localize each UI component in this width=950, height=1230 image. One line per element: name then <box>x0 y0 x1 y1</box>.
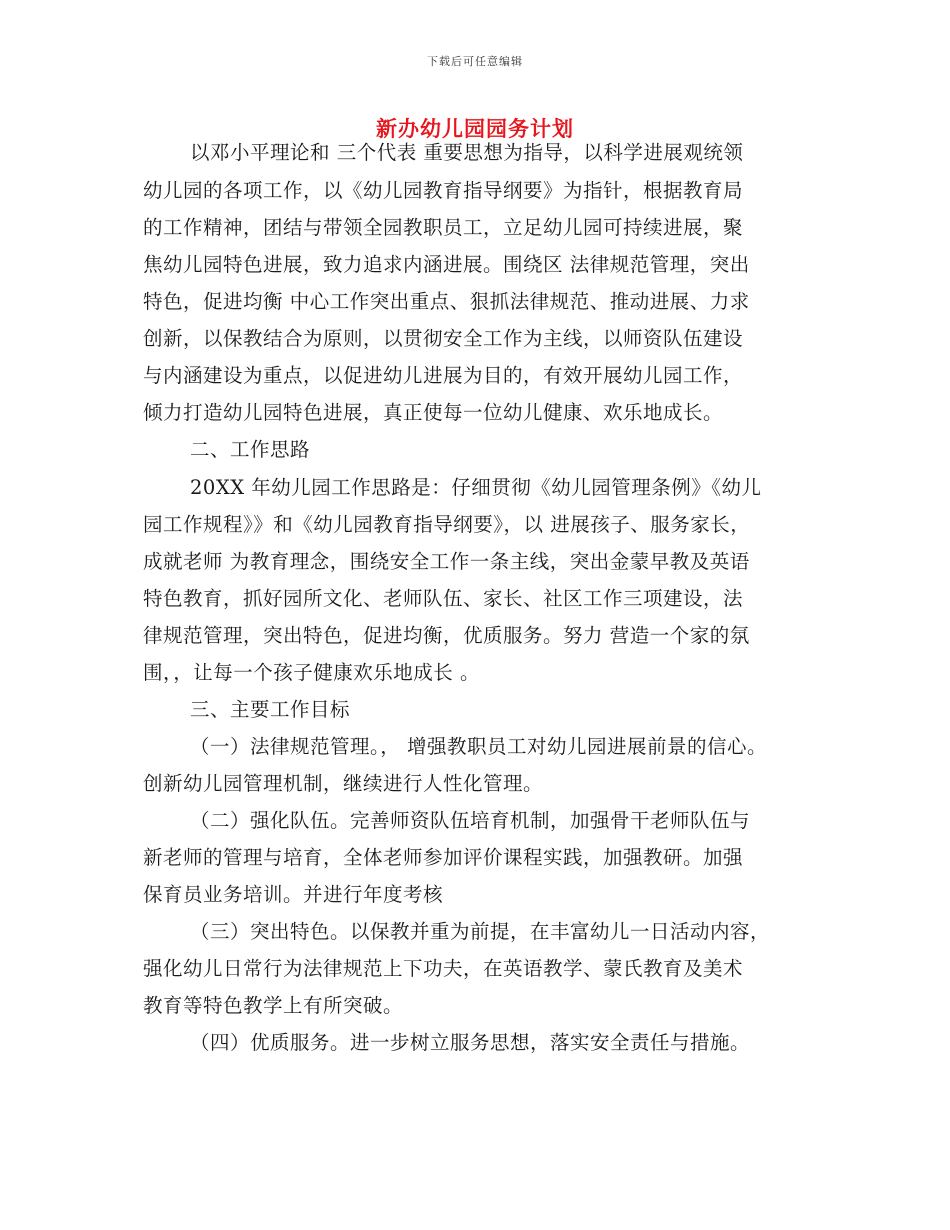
paragraph-line: 创新，以保教结合为原则，以贯彻安全工作为主线，以师资队伍建设 <box>143 327 744 350</box>
paragraph-line: 以邓小平理论和 三个代表 重要思想为指导，以科学进展观统领 <box>190 141 744 164</box>
paragraph-line: 新老师的管理与培育，全体老师参加评价课程实践，加强教研。加强 <box>143 846 744 869</box>
paragraph-line: 创新幼儿园管理机制，继续进行人性化管理。 <box>143 772 544 795</box>
paragraph-line: 倾力打造幼儿园特色进展，真正使每一位幼儿健康、欢乐地成长。 <box>143 401 724 424</box>
paragraph-line: 保育员业务培训。并进行年度考核 <box>143 883 444 906</box>
paragraph-line: 围，，让每一个孩子健康欢乐地成长 。 <box>143 661 480 684</box>
paragraph-line: 园工作规程》》和《幼儿园教育指导纲要》，以 进展孩子、服务家长， <box>143 513 751 536</box>
paragraph-line: （四）优质服务。进一步树立服务思想，落实安全责任与措施。 <box>190 1031 751 1054</box>
paragraph-line: 与内涵建设为重点，以促进幼儿进展为目的，有效开展幼儿园工作， <box>143 364 744 387</box>
paragraph-line: 教育等特色教学上有所突破。 <box>143 994 404 1017</box>
paragraph-line: 特色教育，抓好园所文化、老师队伍、家长、社区工作三项建设，法 <box>143 587 744 610</box>
paragraph-line: （三）突出特色。以保教并重为前提，在丰富幼儿一日活动内容， <box>190 920 771 943</box>
section-heading: 三、主要工作目标 <box>190 698 351 721</box>
paragraph-line: 特色，促进均衡 中心工作突出重点、狠抓法律规范、推动进展、力求 <box>143 290 750 313</box>
paragraph-line: 成就老师 为教育理念，围绕安全工作一条主线，突出金蒙早教及英语 <box>143 550 750 573</box>
paragraph-line: （二）强化队伍。完善师资队伍培育机制，加强骨干老师队伍与 <box>190 809 751 832</box>
paragraph-line: （一）法律规范管理。， 增强教职员工对幼儿园进展前景的信心。 <box>190 735 767 758</box>
paragraph-line: 20XX 年幼儿园工作思路是：仔细贯彻《幼儿园管理条例》《幼儿 <box>190 476 762 499</box>
paragraph-line: 强化幼儿日常行为法律规范上下功夫，在英语教学、蒙氏教育及美术 <box>143 957 744 980</box>
paragraph-line: 律规范管理，突出特色，促进均衡，优质服务。努力 营造一个家的氛 <box>143 624 750 647</box>
paragraph-line: 幼儿园的各项工作，以《幼儿园教育指导纲要》为指针，根据教育局 <box>143 179 744 202</box>
document-title: 新办幼儿园园务计划 <box>376 116 574 141</box>
header-note: 下载后可任意编辑 <box>427 55 523 68</box>
section-heading: 二、工作思路 <box>190 438 311 461</box>
paragraph-line: 的工作精神，团结与带领全园教职员工，立足幼儿园可持续进展，聚 <box>143 216 744 239</box>
paragraph-line: 焦幼儿园特色进展，致力追求内涵进展。围绕区 法律规范管理，突出 <box>143 253 750 276</box>
